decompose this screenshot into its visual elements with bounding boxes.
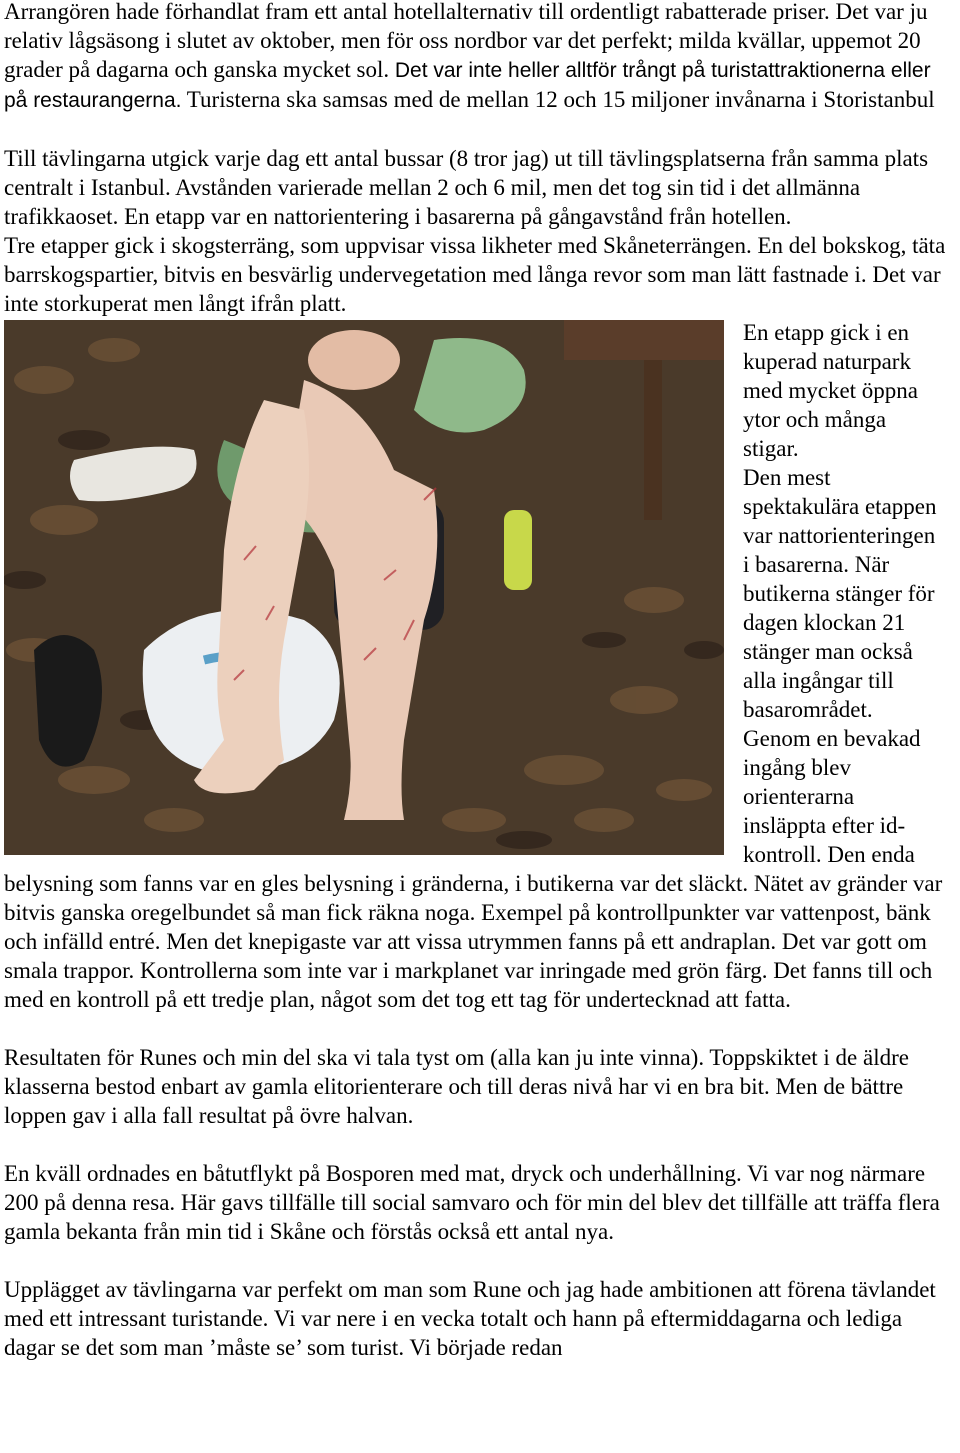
photo-caption-column (743, 318, 956, 869)
paragraph-gap (4, 1130, 956, 1159)
side-line: ingång blev (743, 755, 851, 780)
transport-paragraph: Till tävlingarna utgick varje dag ett antal bussar (8 tror jag) ut till tävlingsplatserna från samma plats centralt i Istanbul. Avstånden varierade mellan 2 och 6 mil, men det tog sin tid i det allmänna trafikkaoset. En etapp var en nattorientering i basarerna på gångavstånd från hotellen. (4, 146, 929, 229)
paragraph-gap (4, 115, 956, 144)
paragraph-gap (4, 1246, 956, 1275)
side-line: med mycket öppna (743, 378, 919, 403)
bazaar-paragraph: belysning som fanns var en gles belysning i gränderna, i butikerna var det släckt. Nätet av gränder var bitvis ganska oregelbundet så man fick räkna noga. Exempel på kontrollpunkter var vattenpost, bänk och infälld entré. Men det knepigaste var att vissa utrymmen fanns på ett andraplan. Det var gott om smala trappor. Kontrollerna som inte var i markplanet var inringade med grön färg. Det fanns till och med en kontroll på ett tredje plan, något som det tog ett tag för undertecknad att fatta. (4, 871, 943, 1012)
paragraph-gap (4, 1014, 956, 1043)
side-line: i basarerna. När (743, 552, 890, 577)
side-line: En etapp gick i en (743, 320, 910, 345)
intro-text: Arrangören hade förhandlat fram ett antal hotellalternativ till ordentligt rabatterade priser. Det var ju relativ lågsäsong i slutet av oktober, men för oss nordbor var det perfekt; milda kvällar, uppemot 20 grader på dagarna och ganska mycket sol. (4, 0, 928, 82)
outro-paragraph: Upplägget av tävlingarna var perfekt om man som Rune och jag hade ambitionen att förena tävlandet med ett intressant turistande. Vi var nere i en vecka totalt och hann på eftermiddagarna och lediga dagar se det som man ’måste se’ som turist. Vi började redan (4, 1277, 936, 1360)
side-line: var nattorienteringen (743, 523, 936, 548)
side-line: ytor och många (743, 407, 887, 432)
terrain-paragraph: Tre etapper gick i skogsterräng, som uppvisar vissa likheter med Skåneterrängen. En del bokskog, täta barrskogspartier, bitvis en besvärlig undervegetation med långa revor som man lätt fastnade i. Det var inte storkuperat men långt ifrån platt. (4, 233, 946, 316)
side-line: stänger man också (743, 639, 913, 664)
side-line: kuperad naturpark (743, 349, 911, 374)
cruise-paragraph: En kväll ordnades en båtutflykt på Bosporen med mat, dryck och underhållning. Vi var nog närmare 200 på denna resa. Här gavs tillfälle till social samvaro och för min del blev det tillfälle att träffa flera gamla bekanta från min tid i Skåne och förstås också ett antal nya. (4, 1161, 940, 1244)
side-line: orienterarna (743, 784, 855, 809)
side-line: basarområdet. (743, 697, 873, 722)
side-line: kontroll. Den enda (743, 842, 915, 867)
intro-paragraph (4, 0, 956, 115)
results-paragraph: Resultaten för Runes och min del ska vi tala tyst om (alla kan ju inte vinna). Toppskiktet i de äldre klasserna bestod enbart av gamla elitorienterare och till deras nivå har vi en bra bit. Men de bättre loppen gav i alla fall resultat på övre halvan. (4, 1045, 909, 1128)
side-line: dagen klockan 21 (743, 610, 906, 635)
side-line: Genom en bevakad (743, 726, 921, 751)
side-line: alla ingångar till (743, 668, 894, 693)
side-line: spektakulära etappen (743, 494, 937, 519)
side-line: butikerna stänger för (743, 581, 935, 606)
side-line: stigar. (743, 436, 799, 461)
scratched-legs-photo (4, 320, 724, 855)
intro-tail-text: Turisterna ska samsas med de mellan 12 och 15 miljoner invånarna i Storistanbul (181, 87, 935, 112)
side-line: insläppta efter id- (743, 813, 906, 838)
intro-sans-text: Det var inte heller alltför trångt på turistattraktionerna eller på restaurangerna. (4, 59, 931, 112)
side-line: Den mest (743, 465, 831, 490)
